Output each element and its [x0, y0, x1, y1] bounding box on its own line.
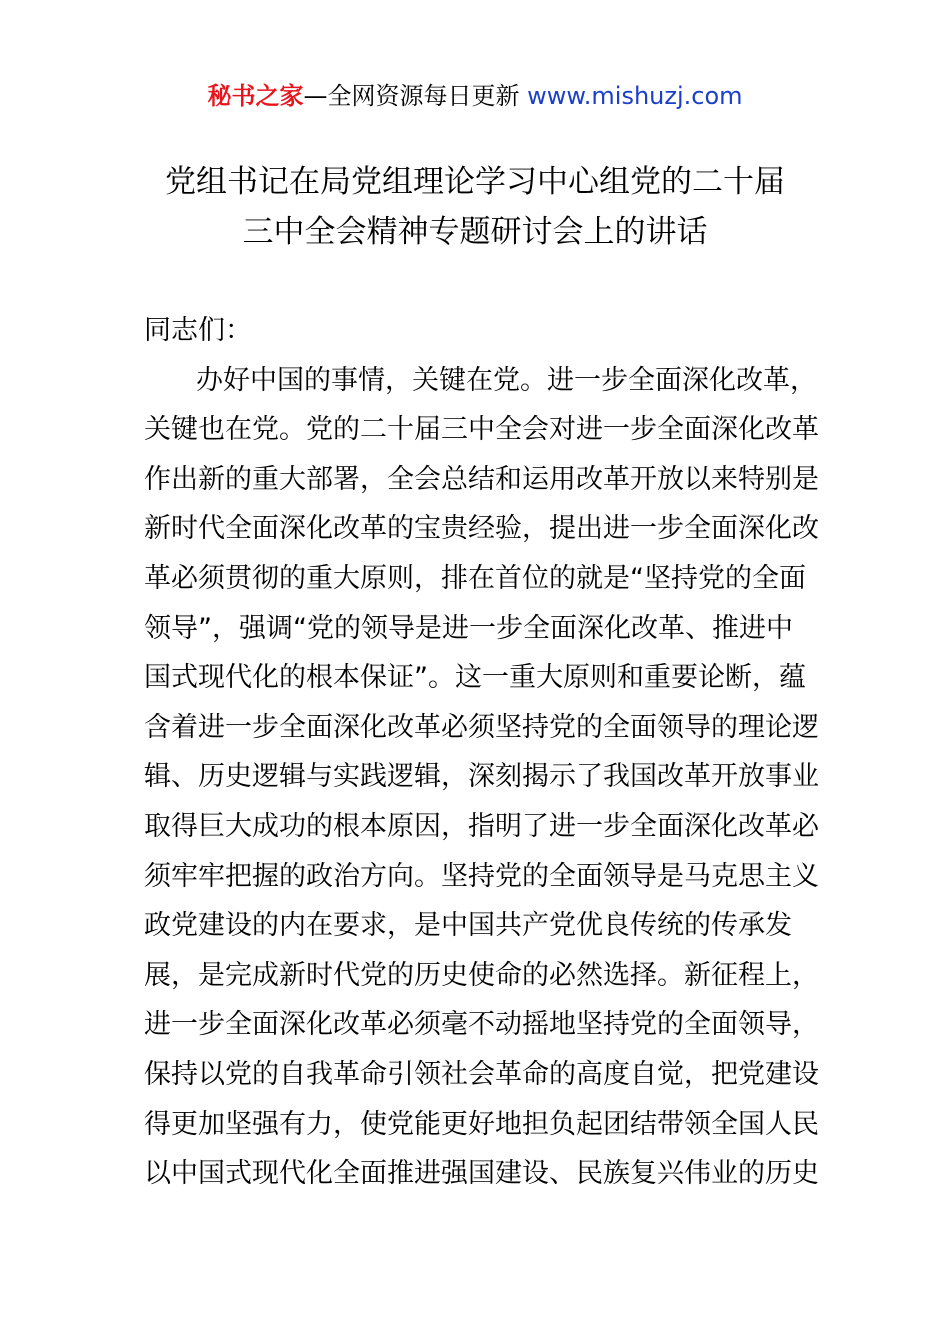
paragraph-line: 含着进一步全面深化改革必须坚持党的全面领导的理论逻: [144, 711, 819, 743]
site-brand: 秘书之家: [207, 82, 304, 110]
paragraph-line: 革必须贯彻的重大原则，排在首位的就是“坚持党的全面: [144, 562, 806, 594]
paragraph-line: 得更加坚强有力，使党能更好地担负起团结带领全国人民: [144, 1108, 819, 1140]
title-line: 党组书记在局党组理论学习中心组党的二十届: [165, 164, 785, 200]
paragraph-line: 保持以党的自我革命引领社会革命的高度自觉，把党建设: [144, 1058, 819, 1090]
paragraph-line: 取得巨大成功的根本原因，指明了进一步全面深化改革必: [144, 810, 819, 842]
paragraph-line: 办好中国的事情，关键在党。进一步全面深化改革，: [196, 364, 817, 396]
title-line: 三中全会精神专题研讨会上的讲话: [242, 214, 708, 250]
document-body: [144, 306, 819, 1199]
site-tagline: —全网资源每日更新: [303, 82, 528, 110]
paragraph-line: 以中国式现代化全面推进强国建设、民族复兴伟业的历史: [144, 1158, 819, 1190]
paragraph-line: 新时代全面深化改革的宝贵经验，提出进一步全面深化改: [144, 513, 819, 545]
paragraph-line: 须牢牢把握的政治方向。坚持党的全面领导是马克思主义: [144, 860, 819, 892]
site-header: [0, 80, 950, 112]
paragraph-line: 展，是完成新时代党的历史使命的必然选择。新征程上，: [144, 959, 819, 991]
paragraph-line: 领导”，强调“党的领导是进一步全面深化改革、推进中: [144, 612, 793, 644]
paragraph-line: 关键也在党。党的二十届三中全会对进一步全面深化改革: [144, 414, 819, 446]
paragraph-line: 进一步全面深化改革必须毫不动摇地坚持党的全面领导，: [144, 1009, 819, 1041]
paragraph-line: 国式现代化的根本保证”。这一重大原则和重要论断，蕴: [144, 662, 806, 694]
paragraph-line: 政党建设的内在要求，是中国共产党优良传统的传承发: [144, 910, 792, 942]
salutation: 同志们：: [144, 315, 252, 346]
site-url-link[interactable]: www.mishuzj.com: [527, 82, 743, 110]
document-title: [100, 157, 850, 257]
paragraph-line: 辑、历史逻辑与实践逻辑，深刻揭示了我国改革开放事业: [144, 761, 819, 793]
paragraph-line: 作出新的重大部署，全会总结和运用改革开放以来特别是: [144, 463, 819, 495]
